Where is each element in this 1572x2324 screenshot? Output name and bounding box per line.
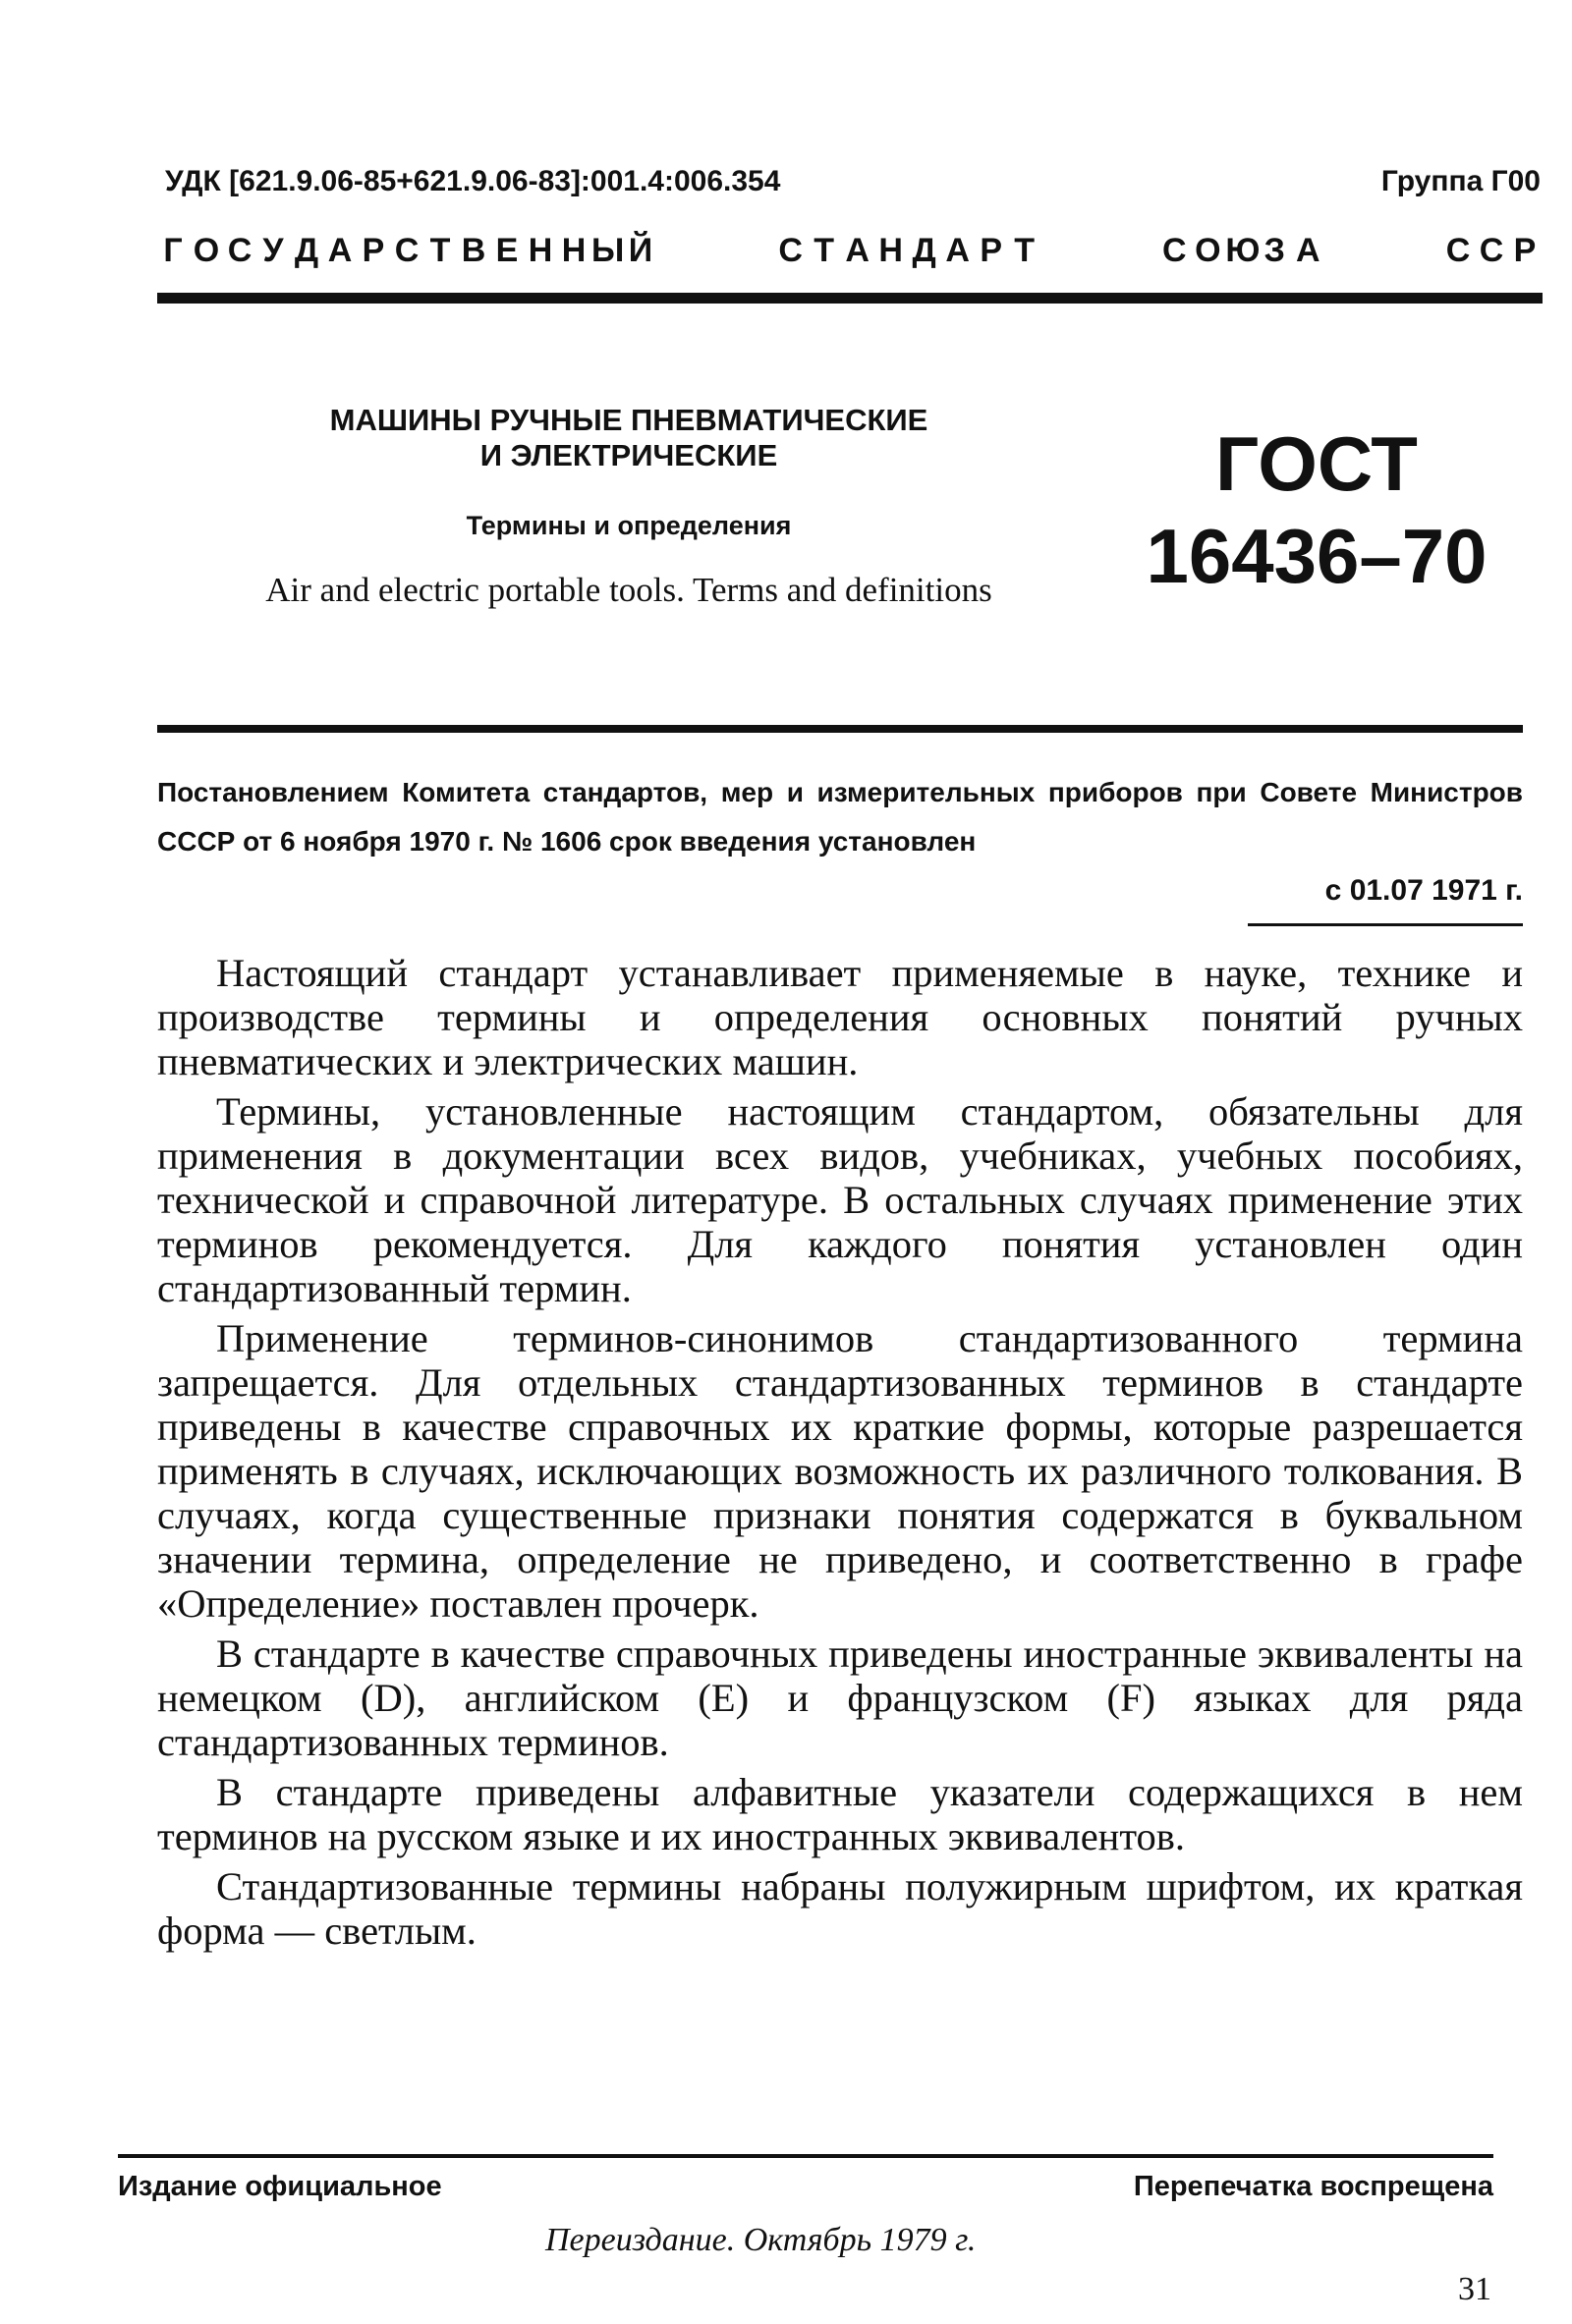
header-rule <box>157 293 1543 304</box>
state-standard-heading <box>157 232 1543 270</box>
paragraph: Стандартизованные термины набраны полужирным шрифтом, их краткая форма — светлым. <box>157 1864 1523 1953</box>
paragraph: Настоящий стандарт устанавливает применяемые в науке, технике и производстве термины и определения основных понятий ручных пневматических и электрических машин. <box>157 951 1523 1083</box>
page-number: 31 <box>1458 2271 1491 2307</box>
decree-text: Постановлением Комитета стандартов, мер и измерительных приборов при Совете Министров СССР от 6 ноября 1970 г. № 1606 срок введения установлен <box>157 777 1523 857</box>
paragraph: В стандарте приведены алфавитные указатели содержащихся в нем терминов на русском языке и их иностранных эквивалентов. <box>157 1770 1523 1858</box>
footer-rule <box>118 2154 1493 2158</box>
official-edition-label: Издание официальное <box>118 2171 442 2202</box>
subtitle: Термины и определения <box>466 511 792 540</box>
title-line-2: И ЭЛЕКТРИЧЕСКИЕ <box>479 438 778 472</box>
header-row <box>165 165 1541 212</box>
english-title: Air and electric portable tools. Terms and definitions <box>265 571 992 609</box>
title-block <box>187 403 1071 610</box>
paragraph: Применение терминов-синонимов стандартизованного термина запрещается. Для отдельных стандартизованных терминов в стандарте приведены в качестве справочных их краткие формы, которые разрешается применять в случаях, исключающих возможность их различного толкования. В случаях, когда существенные признаки понятия содержатся в буквальном значении термина, определение не приведено, и соответственно в графе «Определение» поставлен прочерк. <box>157 1316 1523 1626</box>
gost-designation <box>1140 417 1493 602</box>
title-rule <box>157 725 1523 733</box>
state-standard-word: С С Р <box>1445 232 1539 269</box>
paragraph: В стандарте в качестве справочных приведены иностранные эквиваленты на немецком (D), английском (E) и французском (F) языках для ряда стандартизованных терминов. <box>157 1632 1523 1764</box>
gost-number: 16436–70 <box>1146 513 1488 599</box>
title-line-1: МАШИНЫ РУЧНЫЕ ПНЕВМАТИЧЕСКИЕ <box>329 403 928 437</box>
body-text <box>157 951 1523 1953</box>
paragraph: Термины, установленные настоящим стандартом, обязательны для применения в документации всех видов, учебниках, учебных пособиях, технической и справочной литературе. В остальных случаях применение этих терминов рекомендуется. Для каждого понятия установлен один стандартизованный термин. <box>157 1089 1523 1310</box>
reprint-prohibited-label: Перепечатка воспрещена <box>1133 2171 1493 2202</box>
udk-code: УДК [621.9.06-85+621.9.06-83]:001.4:006.354 <box>165 165 781 197</box>
state-standard-word: С О Ю З А <box>1162 232 1322 269</box>
decree-date: с 01.07 1971 г. <box>1324 874 1523 907</box>
gost-label: ГОСТ <box>1215 420 1418 507</box>
state-standard-word: Г О С У Д А Р С Т В Е Н Н Ы Й <box>163 232 655 269</box>
group-code: Группа Г00 <box>1380 165 1541 197</box>
date-underline <box>1248 923 1523 926</box>
state-standard-word: С Т А Н Д А Р Т <box>778 232 1038 269</box>
reissue-note: Переиздание. Октябрь 1979 г. <box>545 2222 977 2258</box>
